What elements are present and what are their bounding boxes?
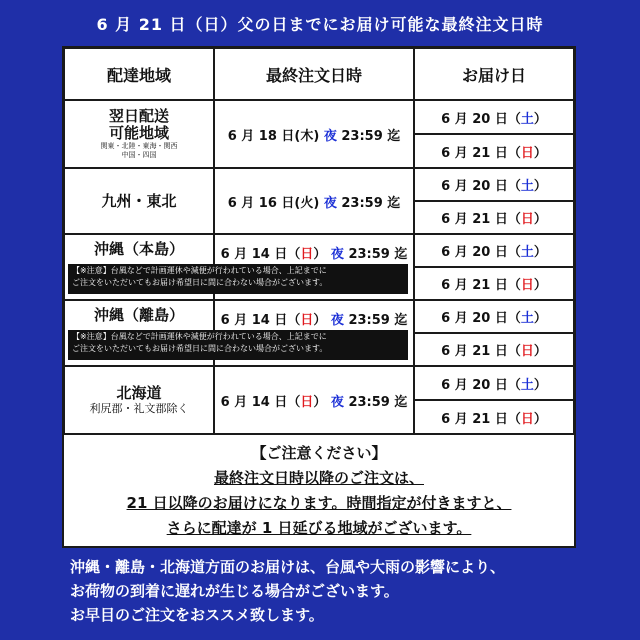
deadline-cell: 6 月 16 日(火) 夜 23:59 迄 (214, 168, 414, 234)
delivery-date: 6 月 21 日（日） (414, 267, 574, 300)
region-name: 沖縄（本島） (93, 240, 184, 258)
delivery-date: 6 月 20 日（土） (414, 168, 574, 201)
column-header-deadline: 最終注文日時 (214, 48, 414, 100)
region-sub: 関東・北陸・東海・関西 (100, 142, 178, 150)
notice-line: 【※注意】台風などで計画運休や減便が行われている場合、上記までに (72, 266, 327, 275)
deadline-date: 6 月 18 日 (227, 128, 295, 144)
deadline-cell: 6 月 14 日（日） 夜 23:59 迄 (214, 300, 414, 366)
caution-line: さらに配達が 1 日延びる地域がございます。 (166, 519, 472, 537)
notice-line: ご注文をいただいてもお届け希望日に間に合わない場合がございます。 (72, 278, 328, 287)
deadline-time: 23:59 迄 (341, 128, 401, 144)
notice-banner (68, 330, 408, 360)
deadline-night: 夜 (323, 128, 337, 144)
table-row (64, 366, 214, 434)
deadline-cell (214, 100, 414, 168)
notice-line: ご注文をいただいてもお届け希望日に間に合わない場合がございます。 (72, 344, 328, 353)
caution-box (64, 434, 574, 547)
footer-notice (70, 555, 630, 627)
delivery-date: 6 月 20 日（土） (414, 234, 574, 267)
region-name-2: 可能地域 (108, 124, 169, 142)
deadline-weekday: (木) (294, 128, 320, 144)
table-row (64, 100, 214, 168)
delivery-schedule-table (62, 46, 576, 548)
delivery-date: 6 月 21 日（日） (414, 333, 574, 366)
caution-line: 21 日以降のお届けになります。時間指定が付きますと、 (126, 494, 512, 512)
footer-line: お早目のご注文をおススメ致します。 (70, 606, 324, 624)
region-sub: 利尻郡・礼文郡除く (89, 401, 189, 415)
column-header-region: 配達地域 (64, 48, 214, 100)
region-name: 翌日配送 (108, 107, 169, 125)
delivery-date: 6 月 20 日（土） (414, 300, 574, 333)
delivery-date: 6 月 20 日（土） (414, 100, 574, 134)
region-sub-2: 中国・四国 (121, 151, 157, 159)
delivery-date: 6 月 20 日（土） (414, 366, 574, 400)
table-row (64, 168, 214, 234)
footer-line: 沖縄・離島・北海道方面のお届けは、台風や大雨の影響により、 (70, 558, 506, 576)
delivery-date: 6 月 21 日（日） (414, 201, 574, 234)
caution-line: 最終注文日時以降のご注文は、 (213, 469, 424, 487)
deadline-cell: 6 月 14 日（日） 夜 23:59 迄 (214, 234, 414, 300)
caution-title: 【ご注意ください】 (251, 444, 387, 462)
notice-banner (68, 264, 408, 294)
column-header-delivery: お届け日 (414, 48, 574, 100)
page-title: 6 月 21 日（日）父の日までにお届け可能な最終注文日時 (96, 14, 544, 34)
region-name: 北海道 (116, 383, 162, 402)
notice-line: 【※注意】台風などで計画運休や減便が行われている場合、上記までに (72, 332, 327, 341)
delivery-date: 6 月 21 日（日） (414, 400, 574, 434)
deadline-cell: 6 月 14 日（日） 夜 23:59 迄 (214, 366, 414, 434)
footer-line: お荷物の到着に遅れが生じる場合がございます。 (70, 582, 399, 600)
region-name: 九州・東北 (101, 191, 177, 210)
delivery-date: 6 月 21 日（日） (414, 134, 574, 168)
region-name: 沖縄（離島） (93, 306, 184, 324)
